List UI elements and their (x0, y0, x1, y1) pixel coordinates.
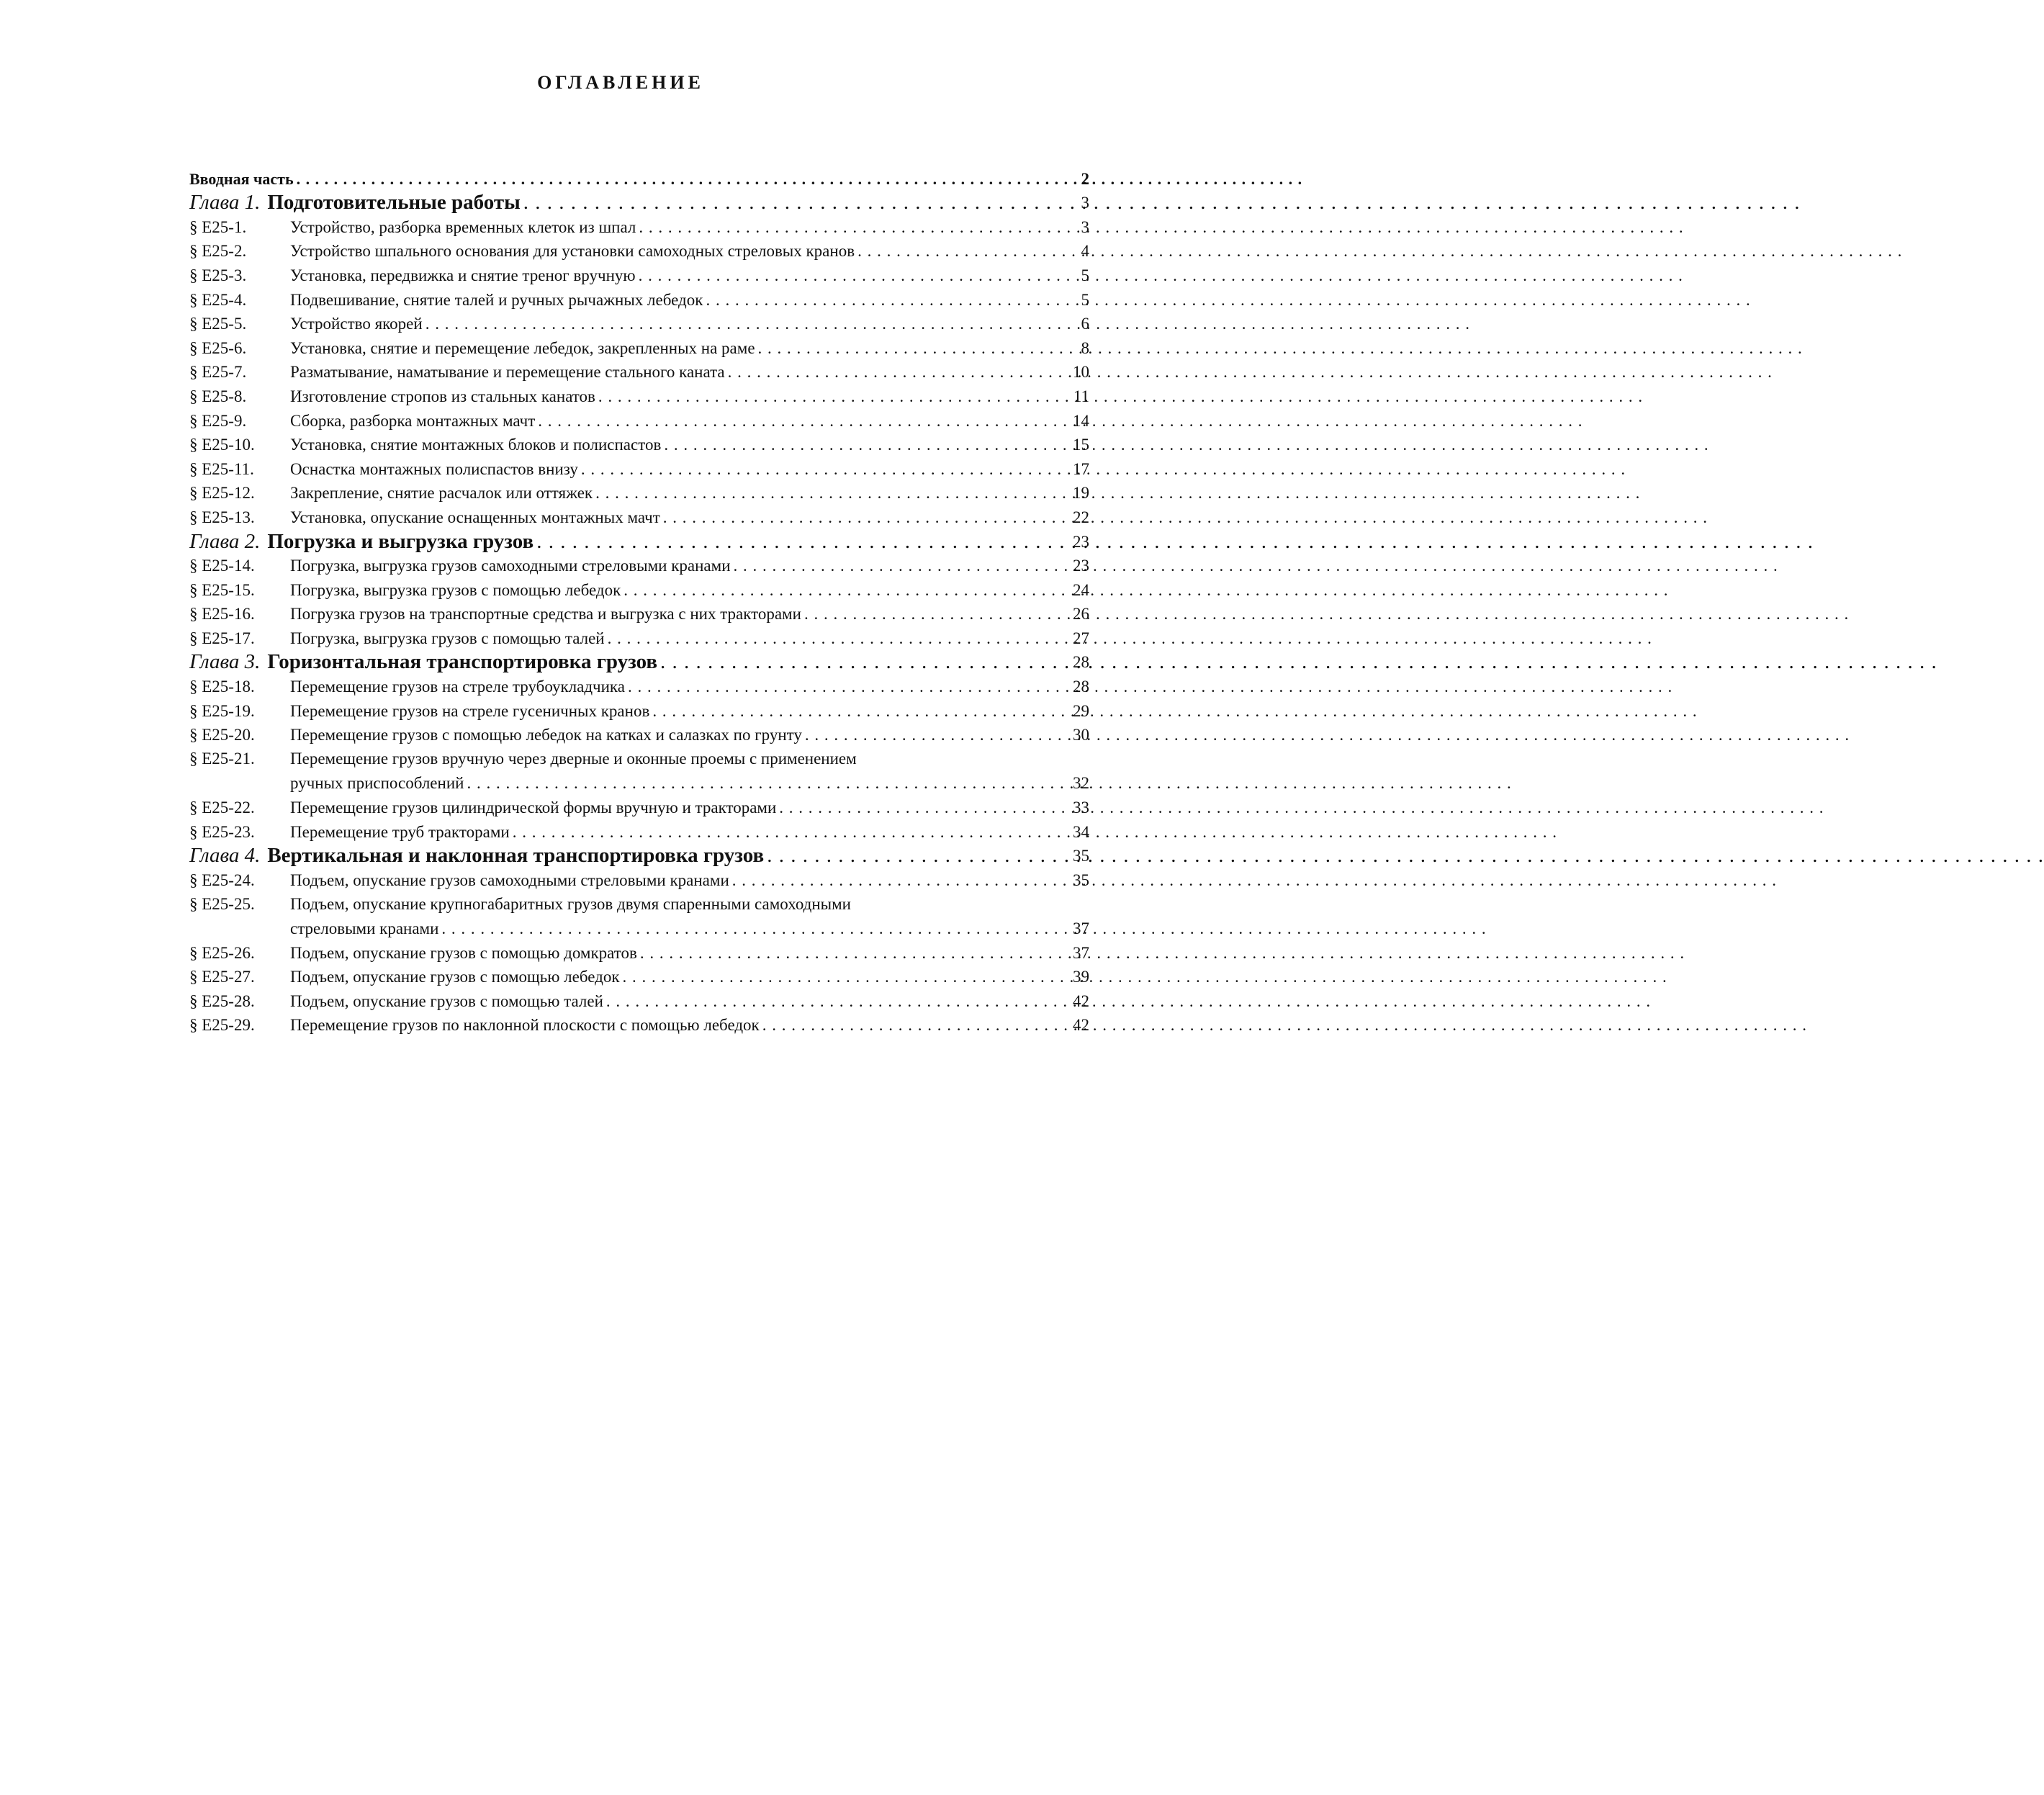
toc-entry-number: § Е25-1. (189, 217, 247, 236)
toc-entry-label: Погрузка грузов на транспортные средства и выгрузка с них тракторами (290, 605, 801, 624)
toc-entry-page: 23 (1073, 557, 1089, 575)
dot-leader (801, 602, 1061, 626)
toc-entry-page: 27 (1073, 629, 1089, 647)
toc-entry-page: 35 (1073, 870, 1089, 889)
toc-entry-page: 10 (1073, 363, 1089, 382)
toc-entry (189, 698, 1089, 723)
toc-entry-label: Оснастка монтажных полиспастов внизу (290, 459, 578, 478)
toc-entry-label: Погрузка, выгрузка грузов самоходными стреловыми кранами (290, 557, 731, 575)
toc-entry-label: Погрузка и выгрузка грузов (267, 529, 534, 553)
dot-leader (636, 215, 1061, 239)
toc-entry (189, 1013, 1089, 1038)
toc-entry-page: 37 (1073, 943, 1089, 962)
toc-entry (189, 505, 1089, 529)
dot-leader (764, 844, 1061, 868)
toc-entry-label: Сборка, разборка монтажных мачт (290, 411, 536, 430)
toc-entry-label: Изготовление стропов из стальных канатов (290, 387, 595, 405)
dot-leader (510, 820, 1061, 844)
dot-leader (464, 771, 1061, 795)
toc-entry (189, 456, 1089, 481)
dot-leader (660, 505, 1061, 529)
dot-leader (620, 965, 1061, 989)
toc-entry-page: 23 (1073, 532, 1089, 551)
toc-entry-number: § Е25-25. (189, 894, 255, 913)
toc-entry-page: 39 (1073, 968, 1089, 986)
toc-entry-number: § Е25-23. (189, 822, 255, 841)
toc-entry (189, 626, 1089, 650)
toc-entry-label: Установка, снятие монтажных блоков и полиспастов (290, 436, 662, 454)
dot-leader (625, 675, 1061, 698)
dot-leader (535, 409, 1061, 433)
toc-entry (189, 892, 1089, 940)
toc-entry-label: Погрузка, выгрузка грузов с помощью лебедок (290, 580, 621, 599)
toc-entry-label: Установка, снятие и перемещение лебедок, закрепленных на раме (290, 338, 755, 357)
toc-entry (189, 819, 1089, 844)
toc-entry-number: § Е25-19. (189, 701, 255, 720)
dot-leader (533, 530, 1061, 554)
dot-leader (294, 167, 1061, 191)
toc-entry-label: Подвешивание, снятие талей и ручных рычажных лебедок (290, 290, 703, 309)
toc-entry-number: § Е25-5. (189, 315, 247, 333)
toc-entry-label: Перемещение труб тракторами (290, 822, 510, 841)
toc-entry-page: 42 (1073, 991, 1089, 1010)
toc-entry-number: § Е25-16. (189, 605, 255, 624)
toc-entry-label: Перемещение грузов цилиндрической формы вручную и тракторами (290, 798, 777, 817)
toc-entry (189, 287, 1089, 312)
dot-leader (703, 288, 1061, 312)
toc-entry-number: § Е25-26. (189, 943, 255, 962)
dot-leader (578, 457, 1061, 481)
toc-entry-number: § Е25-18. (189, 678, 255, 696)
dot-leader (661, 433, 1061, 456)
toc-entry (189, 747, 1089, 795)
toc-entry-label: Разматывание, наматывание и перемещение стального каната (290, 363, 725, 382)
toc-entry (189, 965, 1089, 989)
dot-leader (649, 699, 1061, 723)
toc-entry (189, 577, 1089, 602)
toc-entry-number: Глава 3. (189, 650, 261, 674)
toc-entry-number: § Е25-24. (189, 870, 255, 889)
toc-entry-number: § Е25-6. (189, 338, 247, 357)
toc-entry-number: § Е25-28. (189, 991, 255, 1010)
toc-entry (189, 360, 1089, 384)
toc-entry-page: 19 (1073, 484, 1089, 503)
toc-entry-label: Устройство якорей (290, 315, 423, 333)
toc-entry-number: § Е25-21. (189, 750, 255, 768)
toc-entry-number: § Е25-27. (189, 968, 255, 986)
toc-entry (189, 554, 1089, 578)
toc-entry (189, 239, 1089, 264)
toc-entry-page: 3 (1081, 194, 1089, 212)
toc-entry-page: 26 (1073, 605, 1089, 624)
toc-entry-label: Погрузка, выгрузка грузов с помощью талей (290, 629, 605, 647)
toc-entry-label: Подъем, опускание грузов самоходными стреловыми кранами (290, 870, 729, 889)
toc-entry-page: 22 (1073, 508, 1089, 526)
toc-entry-page: 28 (1073, 678, 1089, 696)
toc-entry-page: 6 (1081, 315, 1089, 333)
dot-leader (725, 360, 1061, 384)
toc-entry-label: Перемещение грузов на стреле трубоукладчика (290, 678, 625, 696)
toc-entry-number: Глава 4. (189, 844, 261, 868)
toc-entry-label: Закрепление, снятие расчалок или оттяжек (290, 484, 593, 503)
toc-entry (189, 795, 1089, 819)
dot-leader (657, 650, 1061, 674)
dot-leader (438, 917, 1061, 940)
toc-entry-page: 15 (1073, 436, 1089, 454)
toc-chapter (189, 191, 1089, 215)
toc-entry-label: Подъем, опускание грузов с помощью талей (290, 991, 603, 1010)
toc-entry-label: Вертикальная и наклонная транспортировка грузов (267, 844, 765, 868)
dot-leader (595, 384, 1061, 408)
dot-leader (729, 868, 1061, 892)
toc-entry (189, 940, 1089, 965)
toc-entry-number: § Е25-8. (189, 387, 247, 405)
toc-entry (189, 674, 1089, 698)
toc-entry (189, 481, 1089, 505)
dot-leader (603, 989, 1061, 1013)
toc-entry-label-continued: стреловыми кранами (290, 919, 439, 937)
dot-leader (636, 264, 1061, 287)
toc-entry-page: 34 (1073, 822, 1089, 841)
dot-leader (605, 626, 1061, 650)
toc-entry-page: 37 (1073, 919, 1089, 937)
toc-entry (189, 384, 1089, 408)
toc-entry-number: § Е25-11. (189, 459, 254, 478)
toc-entry-label: Перемещение грузов вручную через дверные и оконные проемы с применением (290, 750, 857, 768)
toc-entry-number: § Е25-2. (189, 242, 247, 261)
toc-entry-number: § Е25-4. (189, 290, 247, 309)
toc-entry-label: Перемещение грузов с помощью лебедок на катках и салазках по грунту (290, 726, 802, 744)
toc-entry-label: Подъем, опускание грузов с помощью домкратов (290, 943, 637, 962)
toc-entry-page: 28 (1073, 653, 1089, 672)
dot-leader (423, 312, 1061, 336)
toc-entry (189, 723, 1089, 747)
toc-entry (189, 263, 1089, 287)
dot-leader (776, 796, 1061, 819)
toc-entry-number: § Е25-9. (189, 411, 247, 430)
toc-entry-page: 3 (1081, 217, 1089, 236)
toc-entry (189, 868, 1089, 892)
toc-entry-label: Установка, передвижка и снятие треног вручную (290, 266, 636, 284)
toc-entry-number: § Е25-20. (189, 726, 255, 744)
toc-entry-number: § Е25-12. (189, 484, 255, 503)
toc-entry (189, 433, 1089, 457)
toc-entry-page: 35 (1073, 847, 1089, 865)
toc-entry-label: Перемещение грузов по наклонной плоскости с помощью лебедок (290, 1016, 760, 1035)
toc-entry (189, 312, 1089, 336)
toc-entry-page: 11 (1073, 387, 1089, 405)
toc-entry-page: 42 (1073, 1016, 1089, 1035)
toc-entry-label: Устройство, разборка временных клеток из шпал (290, 217, 636, 236)
toc-chapter (189, 650, 1089, 675)
toc-entry-number: § Е25-14. (189, 557, 255, 575)
toc-entry-page: 2 (1081, 169, 1089, 188)
dot-leader (731, 554, 1061, 577)
toc-entry-page: 5 (1081, 290, 1089, 309)
toc-entry-number: § Е25-15. (189, 580, 255, 599)
dot-leader (621, 578, 1061, 602)
toc-entry-label-continued: ручных приспособлений (290, 774, 464, 793)
toc-entry-number: Глава 1. (189, 191, 261, 215)
dot-leader (760, 1013, 1061, 1037)
toc-entry-label: Подъем, опускание грузов с помощью лебедок (290, 968, 620, 986)
toc-entry-label: Подготовительные работы (267, 191, 521, 215)
toc-entry (189, 408, 1089, 433)
toc-entry-label: Перемещение грузов на стреле гусеничных кранов (290, 701, 650, 720)
toc-entry-label: Установка, опускание оснащенных монтажных мачт (290, 508, 660, 526)
toc-entry (189, 989, 1089, 1013)
toc-entry-page: 17 (1073, 459, 1089, 478)
dot-leader (855, 239, 1061, 263)
toc-entry-page: 14 (1073, 411, 1089, 430)
toc-chapter (189, 844, 1089, 868)
toc-entry-number: § Е25-3. (189, 266, 247, 284)
toc-entry (189, 215, 1089, 239)
dot-leader (637, 941, 1061, 965)
dot-leader (802, 723, 1061, 747)
toc-entry-label: Вводная часть (189, 169, 294, 188)
dot-leader (593, 481, 1061, 505)
toc-entry-number: § Е25-22. (189, 798, 255, 817)
toc-chapter (189, 529, 1089, 554)
toc-entry-page: 24 (1073, 580, 1089, 599)
toc-entry (189, 336, 1089, 360)
table-of-contents (189, 166, 1089, 1037)
toc-entry-label: Подъем, опускание крупногабаритных грузов двумя спаренными самоходными (290, 894, 851, 913)
toc-entry-label: Устройство шпального основания для установки самоходных стреловых кранов (290, 242, 855, 261)
toc-entry-page: 8 (1081, 338, 1089, 357)
toc-entry-number: Глава 2. (189, 529, 261, 553)
toc-entry-page: 30 (1073, 726, 1089, 744)
toc-entry-page: 29 (1073, 701, 1089, 720)
toc-entry-page: 33 (1073, 798, 1089, 817)
toc-entry-label: Горизонтальная транспортировка грузов (267, 650, 658, 674)
toc-entry-number: § Е25-29. (189, 1016, 255, 1035)
toc-entry-page: 5 (1081, 266, 1089, 284)
dot-leader (755, 336, 1061, 360)
toc-entry-number: § Е25-10. (189, 436, 255, 454)
toc-entry-number: § Е25-13. (189, 508, 255, 526)
toc-entry-page: 32 (1073, 774, 1089, 793)
toc-entry (189, 602, 1089, 626)
toc-entry (189, 166, 1089, 191)
toc-entry-page: 4 (1081, 242, 1089, 261)
dot-leader (521, 191, 1061, 215)
page-title: ОГЛАВЛЕНИЕ (537, 72, 704, 93)
toc-entry-number: § Е25-17. (189, 629, 255, 647)
toc-entry-number: § Е25-7. (189, 363, 247, 382)
